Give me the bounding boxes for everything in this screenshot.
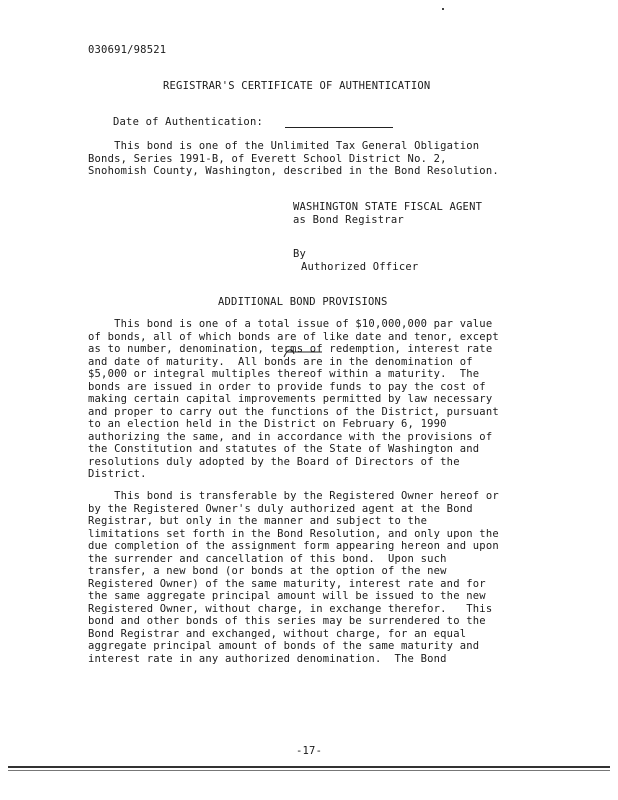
page-number: -17- <box>296 745 323 757</box>
certificate-paragraph: This bond is one of the Unlimited Tax General Obligation Bonds, Series 1991-B, of Everett School District No. 2, Snohomish County, Washington, described in the Bond Resolution. <box>88 140 499 177</box>
certificate-title: REGISTRAR'S CERTIFICATE OF AUTHENTICATION <box>163 80 431 92</box>
footer-rule <box>8 766 610 768</box>
authentication-date-blank-line <box>285 127 393 128</box>
additional-provisions-title: ADDITIONAL BOND PROVISIONS <box>218 296 388 308</box>
signature-by-label: By <box>293 248 307 260</box>
provisions-paragraph-2: This bond is transferable by the Registered Owner hereof or by the Registered Owner's duly authorized agent at the Bond Registrar, but only in the manner and subject to the limitations set forth in the Bond Resolution, and only upon the due completion of the assignment form appearing hereon and upon the surrender and cancellation of this bond. Upon such transfer, a new bond (or bonds at the option of the new Registered Owner) of the same maturity, interest rate and for the same aggregate principal amount will be issued to the new Registered Owner, without charge, in exchange therefor. This bond and other bonds of this series may be surrendered to the Bond Registrar and exchanged, without charge, for an equal aggregate principal amount of bonds of the same maturity and interest rate in any authorized denomination. The Bond <box>88 490 499 665</box>
footer-rule-secondary <box>8 770 610 771</box>
scan-speck <box>442 8 444 10</box>
authorized-officer-label: Authorized Officer <box>301 261 419 273</box>
provisions-paragraph-1: This bond is one of a total issue of $10,000,000 par value of bonds, all of which bonds are of like date and tenor, except as to number, denomination, terms of redemption, interest rate and date of maturity. All bonds are in the denomination of $5,000 or integral multiples thereof within a maturity. The bonds are issued in order to provide funds to pay the cost of making certain capital improvements permitted by law necessary and proper to carry out the functions of the District, pursuant to an election held in the District on February 6, 1990 authorizing the same, and in accordance with the provisions of the Constitution and statutes of the State of Washington and resolutions duly adopted by the Board of Directors of the District. <box>88 318 499 480</box>
authentication-date-label: Date of Authentication: <box>113 116 263 128</box>
handwritten-mark-icon <box>282 346 324 358</box>
fiscal-agent-block: WASHINGTON STATE FISCAL AGENT as Bond Registrar <box>293 201 483 226</box>
document-number: 030691/98521 <box>88 44 167 56</box>
